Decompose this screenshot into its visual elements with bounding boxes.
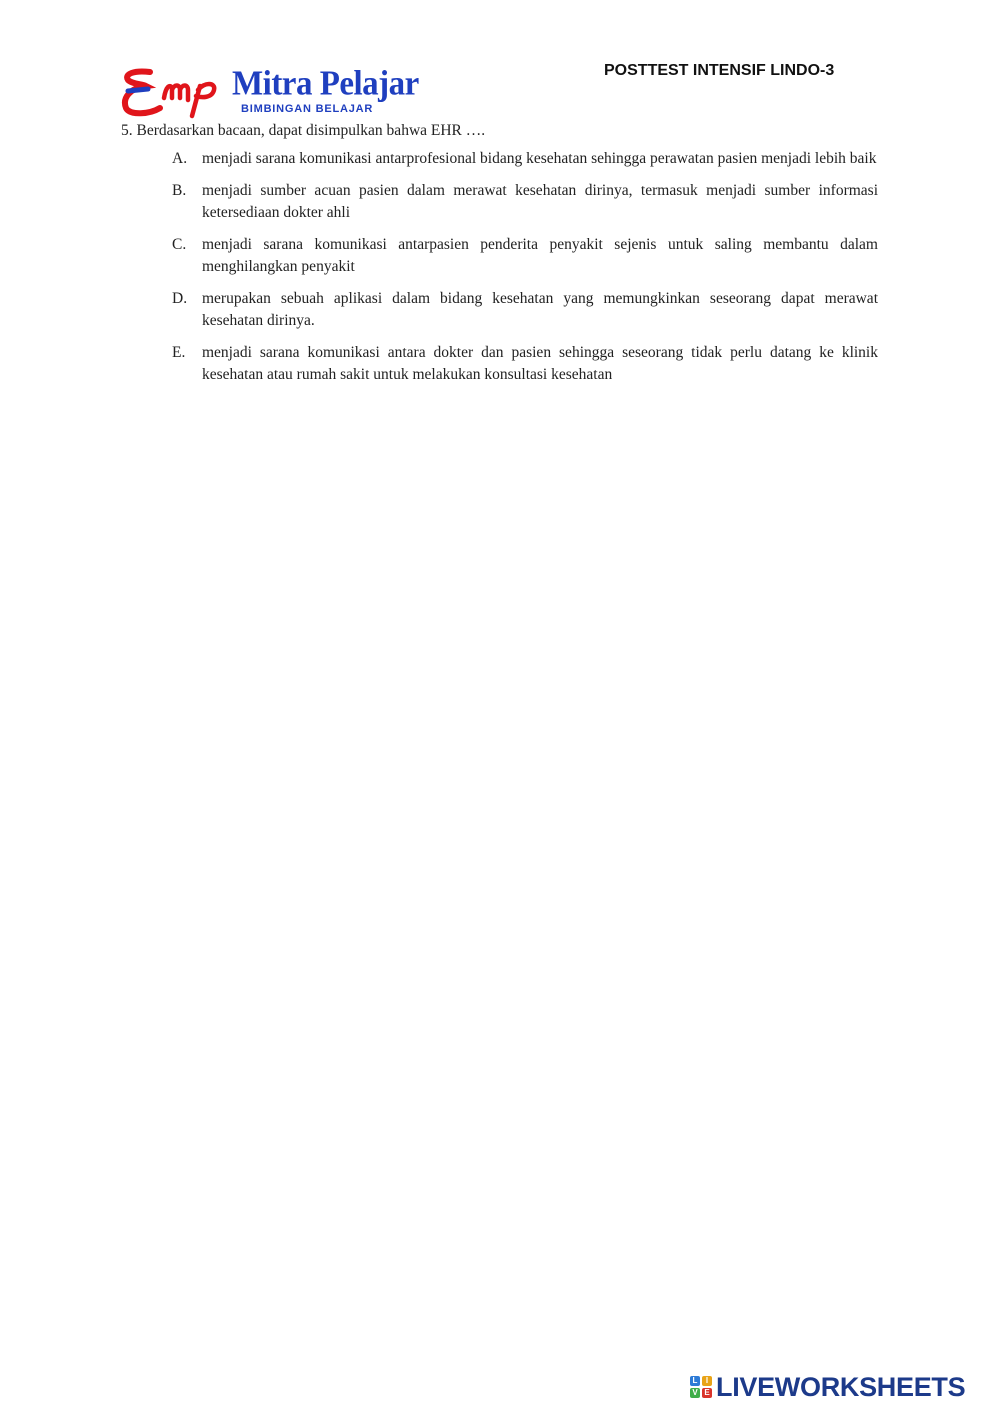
icon-letter-e: E (702, 1388, 712, 1398)
option-text: menjadi sarana komunikasi antarprofesional bidang kesehatan sehingga perawatan pasien menjadi lebih baik (202, 150, 877, 167)
answer-option-c[interactable] (172, 234, 878, 278)
answer-option-a[interactable] (172, 148, 878, 170)
option-text: menjadi sarana komunikasi antara dokter dan pasien sehingga seseorang tidak perlu datang ke klinik kesehatan atau rumah sakit untuk melakukan konsultasi kesehatan (202, 344, 878, 383)
page-title: POSTTEST INTENSIF LINDO-3 (604, 62, 835, 79)
option-letter: A. (172, 150, 188, 167)
mitra-pelajar-logo (120, 64, 420, 120)
option-letter: C. (172, 236, 187, 253)
liveworksheets-icon (690, 1376, 712, 1398)
option-letter: D. (172, 290, 188, 307)
icon-letter-v: V (690, 1388, 700, 1398)
logo-subtitle: BIMBINGAN BELAJAR (241, 103, 374, 115)
icon-letter-l: L (690, 1376, 700, 1386)
logo-brand-text: Mitra Pelajar (232, 65, 419, 103)
answer-options-list (172, 148, 878, 396)
answer-option-e[interactable] (172, 342, 878, 386)
liveworksheets-text: LIVEWORKSHEETS (716, 1372, 966, 1402)
question-text: 5. Berdasarkan bacaan, dapat disimpulkan bahwa EHR …. (121, 122, 486, 139)
emp-logo-mark-icon (120, 64, 232, 120)
option-letter: B. (172, 182, 187, 199)
option-text: menjadi sumber acuan pasien dalam merawat kesehatan dirinya, termasuk menjadi sumber informasi ketersediaan dokter ahli (202, 182, 878, 221)
answer-option-b[interactable] (172, 180, 878, 224)
option-text: menjadi sarana komunikasi antarpasien penderita penyakit sejenis untuk saling membantu dalam menghilangkan penyakit (202, 236, 878, 275)
option-text: merupakan sebuah aplikasi dalam bidang kesehatan yang memungkinkan seseorang dapat merawat kesehatan dirinya. (202, 290, 878, 329)
answer-option-d[interactable] (172, 288, 878, 332)
icon-letter-i: I (702, 1376, 712, 1386)
option-letter: E. (172, 344, 186, 361)
liveworksheets-watermark (690, 1372, 990, 1402)
